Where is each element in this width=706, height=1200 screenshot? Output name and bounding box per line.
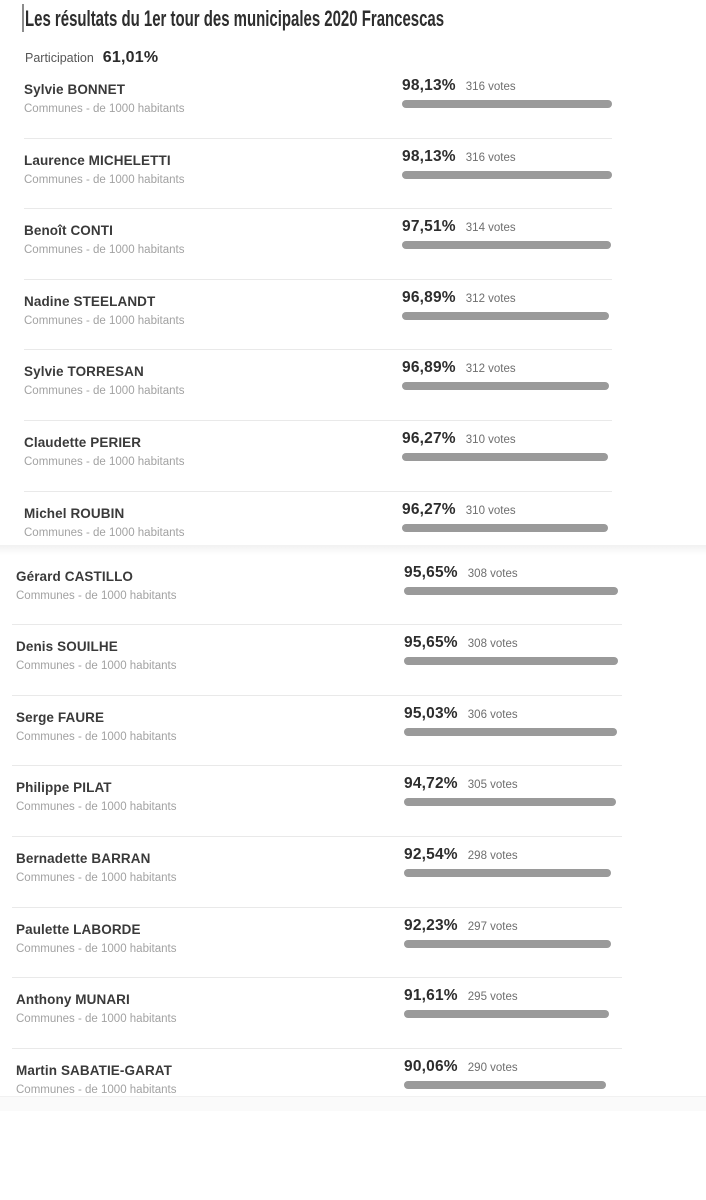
candidate-result [404, 1058, 628, 1089]
result-bar-track [404, 657, 628, 665]
section-divider-shadow [0, 545, 706, 555]
candidate-name: Paulette LABORDE [16, 921, 141, 937]
candidate-row [0, 280, 706, 351]
result-bar-track [404, 1081, 628, 1089]
candidate-result-line [402, 148, 616, 166]
candidate-row [0, 68, 706, 139]
candidate-percent: 98,13% [402, 77, 456, 94]
candidate-category: Communes - de 1000 habitants [24, 455, 185, 468]
candidate-percent: 96,89% [402, 359, 456, 377]
candidate-percent: 94,72% [404, 775, 458, 793]
candidate-result [404, 634, 628, 665]
result-bar-track [404, 869, 628, 877]
candidate-percent: 92,54% [404, 845, 458, 863]
candidate-votes: 312 votes [465, 363, 516, 376]
results-list-top [0, 68, 706, 545]
candidate-result-line [404, 775, 628, 793]
result-bar-track [404, 728, 628, 736]
page-title: Les résultats du 1er tour des municipales 2020 Francescas [25, 6, 445, 31]
candidate-category: Communes - de 1000 habitants [16, 660, 177, 673]
candidate-category: Communes - de 1000 habitants [24, 244, 185, 257]
candidate-percent: 96,89% [402, 288, 456, 306]
candidate-row [0, 696, 706, 767]
candidate-result [402, 289, 616, 320]
result-bar-fill [404, 657, 618, 665]
candidate-percent: 95,65% [404, 563, 458, 581]
candidate-result [402, 218, 616, 249]
candidate-category: Communes - de 1000 habitants [16, 801, 177, 814]
candidate-result [402, 501, 616, 532]
candidate-row [0, 350, 706, 421]
candidate-row [0, 625, 706, 696]
candidate-percent: 91,61% [404, 987, 458, 1005]
candidate-votes: 295 votes [467, 991, 518, 1004]
candidate-category: Communes - de 1000 habitants [16, 730, 177, 743]
candidate-votes: 316 votes [465, 81, 516, 93]
candidate-name: Gérard CASTILLO [16, 568, 134, 584]
candidate-category: Communes - de 1000 habitants [16, 1013, 177, 1026]
candidate-result-line [402, 501, 616, 519]
candidate-result-line [404, 846, 628, 864]
result-bar-track [404, 798, 628, 806]
result-bar-track [404, 587, 628, 595]
result-bar-fill [404, 869, 611, 877]
candidate-result-line [404, 987, 628, 1005]
candidate-category: Communes - de 1000 habitants [16, 871, 177, 884]
candidate-percent: 92,23% [404, 916, 458, 934]
title-caret [22, 4, 24, 32]
candidate-result [404, 775, 628, 806]
candidate-name: Serge FAURE [16, 709, 105, 725]
candidate-category: Communes - de 1000 habitants [24, 103, 185, 115]
page-header [25, 5, 706, 34]
result-bar-track [402, 312, 616, 320]
candidate-result [404, 564, 628, 595]
candidate-votes: 308 votes [467, 638, 518, 651]
candidate-result [404, 917, 628, 948]
candidate-category: Communes - de 1000 habitants [24, 314, 185, 327]
candidate-votes: 305 votes [467, 779, 518, 792]
candidate-category: Communes - de 1000 habitants [24, 526, 185, 539]
candidate-result [404, 705, 628, 736]
candidate-percent: 98,13% [402, 147, 456, 165]
candidate-category: Communes - de 1000 habitants [16, 589, 177, 602]
candidate-votes: 297 votes [467, 920, 518, 933]
participation-value: 61,01% [102, 49, 159, 66]
participation [25, 49, 706, 68]
candidate-result-line [404, 705, 628, 723]
candidate-votes: 312 votes [465, 292, 516, 305]
result-bar-track [402, 171, 616, 179]
results-list-bottom [0, 555, 706, 1096]
participation-label: Participation [25, 51, 94, 65]
candidate-name: Claudette PERIER [24, 434, 142, 450]
candidate-category: Communes - de 1000 habitants [24, 173, 185, 186]
candidate-name: Michel ROUBIN [24, 505, 125, 521]
candidate-category: Communes - de 1000 habitants [24, 385, 185, 398]
candidate-result-line [402, 289, 616, 307]
candidate-votes: 314 votes [465, 222, 516, 235]
candidate-row [0, 209, 706, 280]
candidate-result [404, 846, 628, 877]
candidate-percent: 96,27% [402, 429, 456, 447]
result-bar-fill [404, 940, 611, 948]
result-bar-track [402, 524, 616, 532]
candidate-percent: 97,51% [402, 218, 456, 236]
candidate-percent: 90,06% [404, 1057, 458, 1075]
candidate-name: Sylvie TORRESAN [24, 364, 144, 380]
candidate-result-line [404, 1058, 628, 1076]
candidate-row [0, 492, 706, 545]
result-bar-fill [402, 382, 609, 390]
list-bottom-edge [0, 1096, 706, 1111]
candidate-votes: 298 votes [467, 849, 518, 862]
candidate-row [0, 1049, 706, 1096]
candidate-row [0, 908, 706, 979]
result-bar-track [402, 382, 616, 390]
candidate-row [0, 837, 706, 908]
candidate-result [402, 148, 616, 179]
result-bar-track [404, 1010, 628, 1018]
result-bar-track [402, 241, 616, 249]
candidate-votes: 316 votes [465, 151, 516, 164]
candidate-name: Martin SABATIE-GARAT [16, 1062, 172, 1078]
result-bar-fill [402, 524, 608, 532]
result-bar-fill [404, 1081, 606, 1089]
result-bar-fill [404, 728, 617, 736]
candidate-votes: 308 votes [467, 567, 518, 580]
candidate-name: Laurence MICHELETTI [24, 152, 171, 168]
candidate-category: Communes - de 1000 habitants [16, 1083, 177, 1096]
candidate-result-line [402, 430, 616, 448]
candidate-votes: 310 votes [465, 433, 516, 446]
candidate-result-line [402, 218, 616, 236]
result-bar-fill [402, 312, 609, 320]
candidate-name: Nadine STEELANDT [24, 293, 156, 309]
candidate-result [404, 987, 628, 1018]
candidate-row [0, 978, 706, 1049]
candidate-name: Benoît CONTI [24, 223, 113, 239]
result-bar-track [402, 453, 616, 461]
candidate-result [402, 359, 616, 390]
candidate-row [0, 421, 706, 492]
candidate-name: Anthony MUNARI [16, 992, 130, 1008]
candidate-name: Sylvie BONNET [24, 82, 126, 97]
result-bar-fill [402, 453, 608, 461]
result-bar-track [402, 100, 616, 108]
candidate-votes: 290 votes [467, 1061, 518, 1074]
candidate-result-line [404, 564, 628, 582]
candidate-result [402, 430, 616, 461]
candidate-name: Philippe PILAT [16, 780, 112, 796]
candidate-percent: 95,65% [404, 634, 458, 652]
result-bar-fill [404, 587, 618, 595]
candidate-row [0, 139, 706, 210]
candidate-row [0, 766, 706, 837]
candidate-result-line [402, 359, 616, 377]
result-bar-fill [402, 171, 612, 179]
result-bar-fill [402, 100, 612, 108]
result-bar-track [404, 940, 628, 948]
candidate-votes: 306 votes [467, 708, 518, 721]
candidate-percent: 95,03% [404, 704, 458, 722]
result-bar-fill [402, 241, 611, 249]
candidate-result-line [404, 634, 628, 652]
candidate-result-line [402, 77, 616, 95]
candidate-result [402, 77, 616, 108]
candidate-row [0, 555, 706, 626]
candidate-category: Communes - de 1000 habitants [16, 942, 177, 955]
candidate-name: Denis SOUILHE [16, 639, 118, 655]
candidate-percent: 96,27% [402, 500, 456, 518]
result-bar-fill [404, 1010, 609, 1018]
candidate-votes: 310 votes [465, 504, 516, 517]
result-bar-fill [404, 798, 616, 806]
candidate-name: Bernadette BARRAN [16, 850, 151, 866]
candidate-result-line [404, 917, 628, 935]
